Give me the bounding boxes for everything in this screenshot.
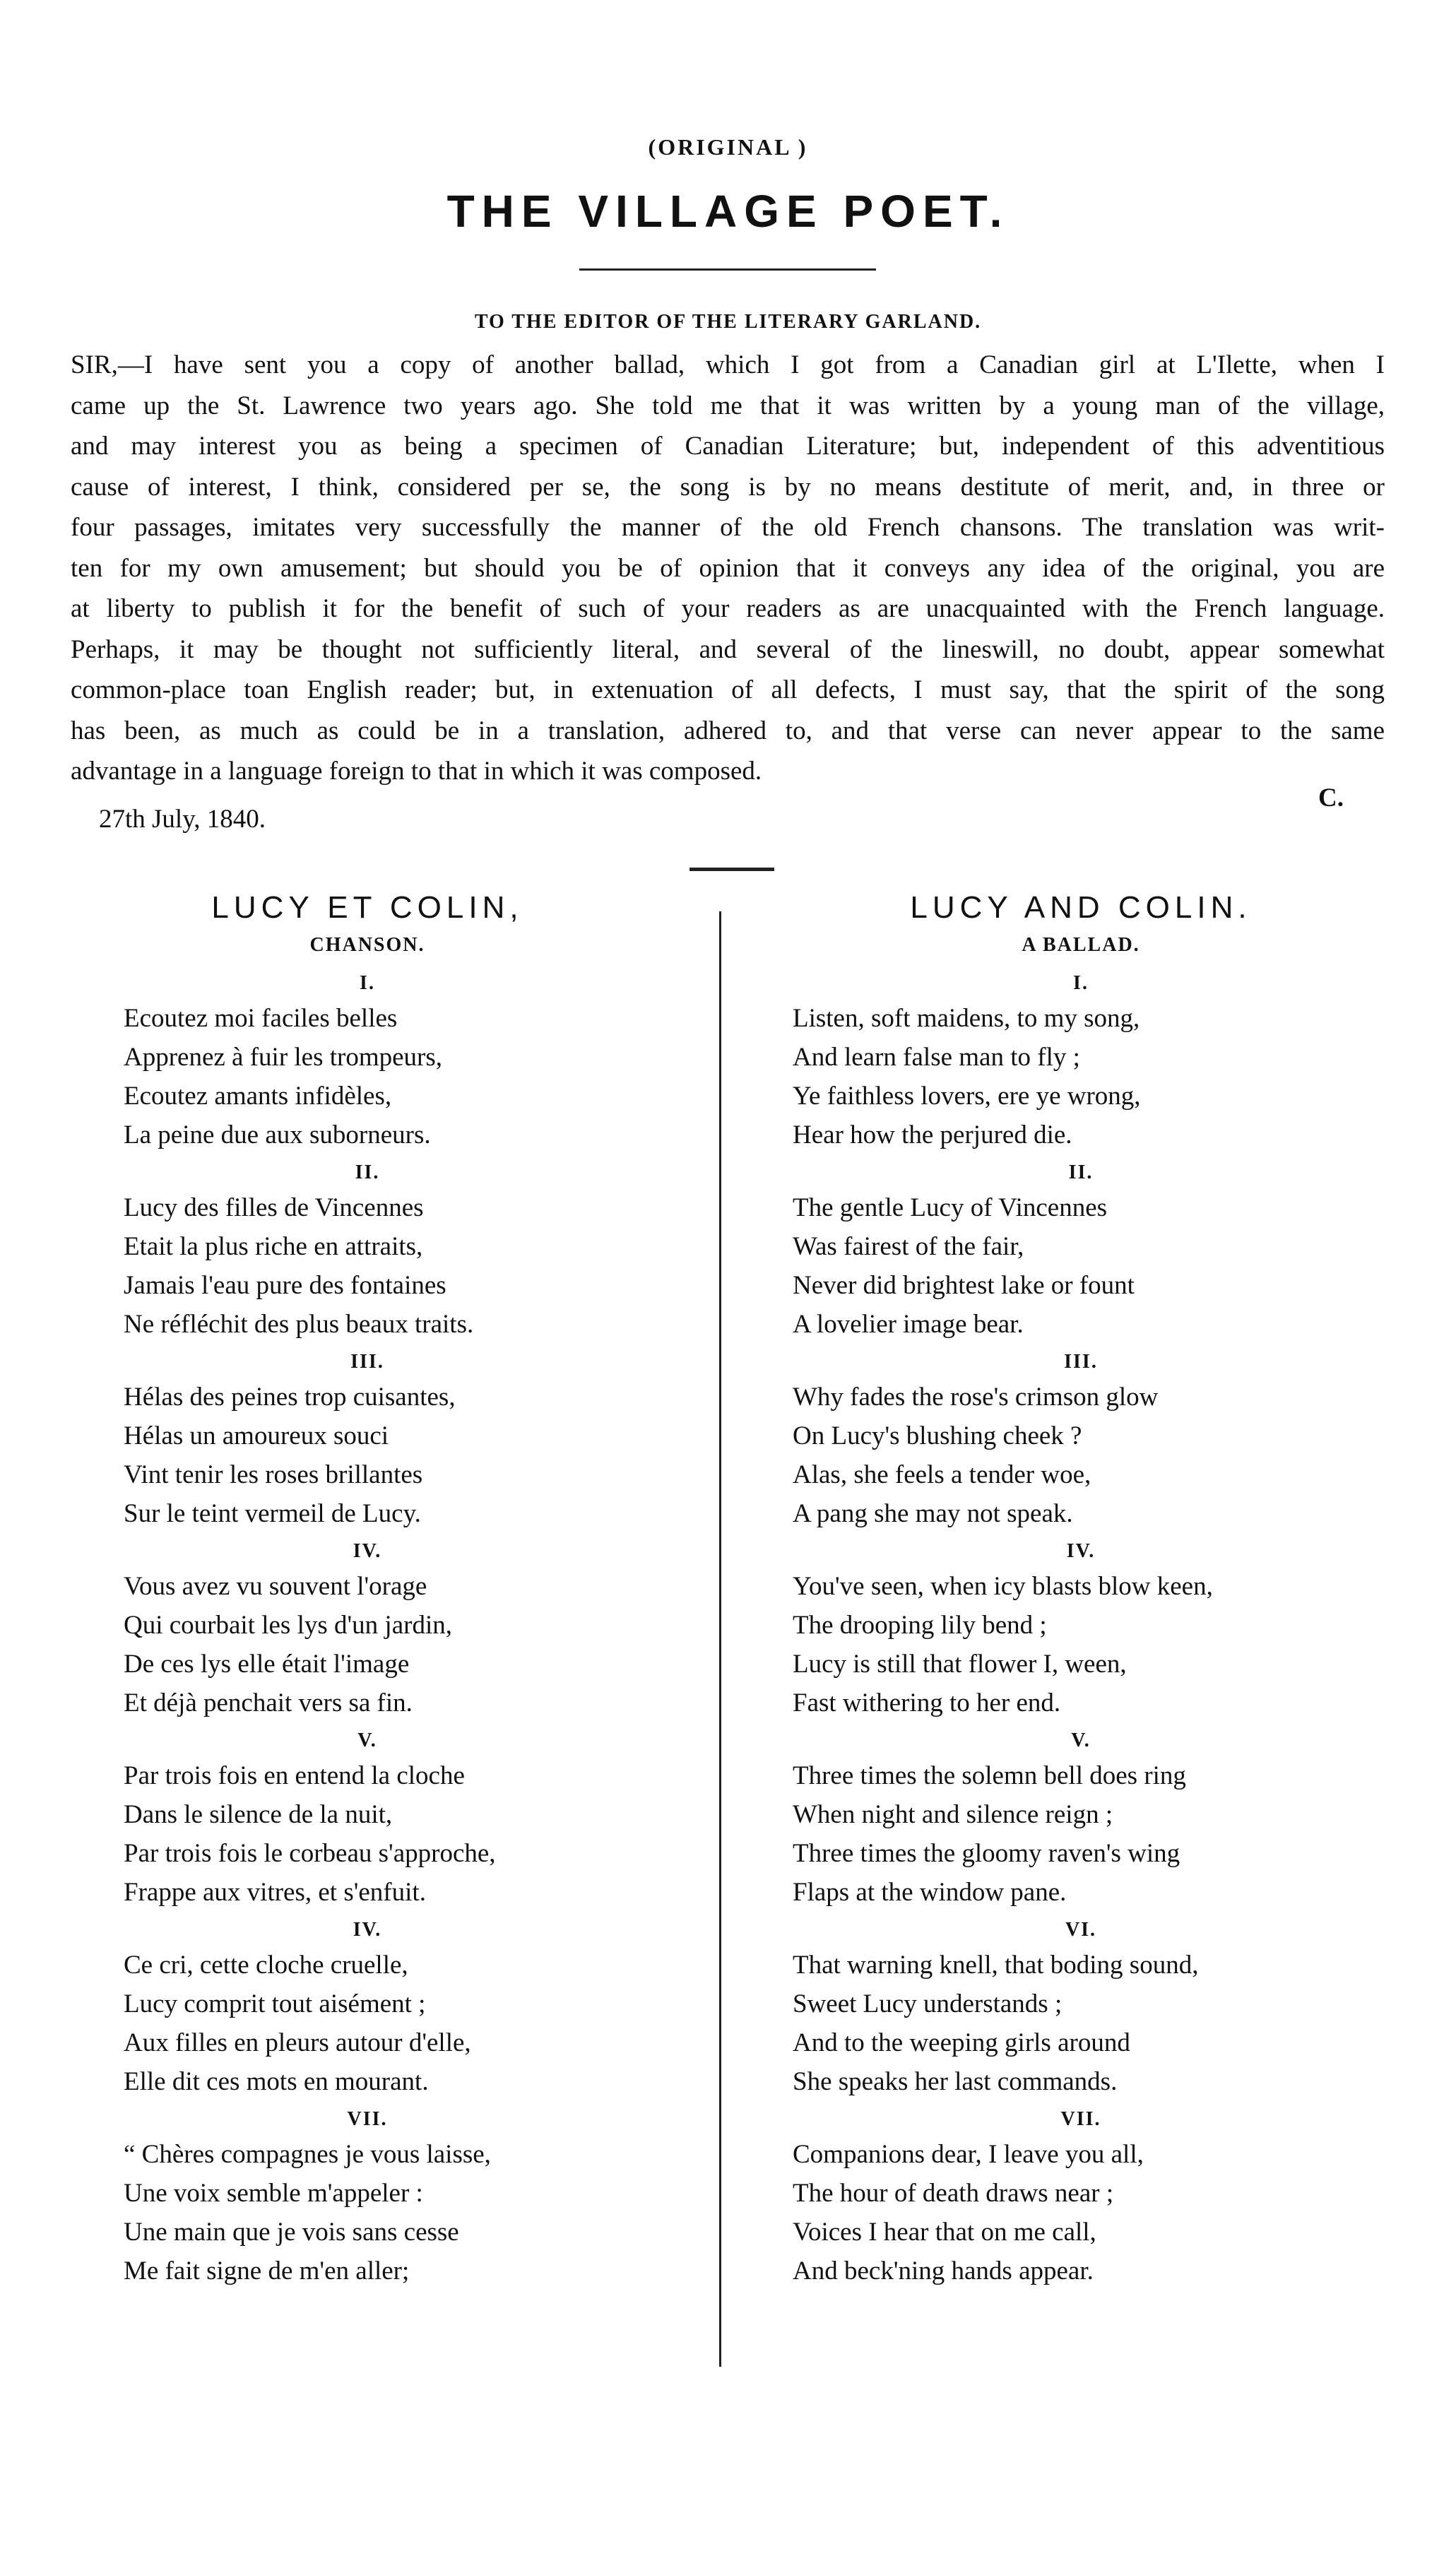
verse-line: Listen, soft maidens, to my song,: [793, 1004, 1140, 1033]
stanza-numeral: V.: [357, 1729, 377, 1751]
stanza-numeral: VI.: [1065, 1919, 1097, 1941]
verse-line: Voices I hear that on me call,: [793, 2218, 1096, 2247]
verse-line: Hélas un amoureux souci: [124, 1421, 389, 1450]
verse-line: That warning knell, that boding sound,: [793, 1951, 1199, 1980]
stanza: [763, 2108, 1399, 2290]
stanza: [49, 2108, 685, 2290]
verse-line: Vous avez vu souvent l'orage: [124, 1572, 427, 1601]
verse-line: Par trois fois le corbeau s'approche,: [124, 1839, 496, 1868]
letter-line: at liberty to publish it for the benefit of such of your readers as are unacquainted with the French language.: [71, 594, 1385, 623]
letter-line: four passages, imitates very successfully the manner of the old French chansons. The translation was writ-: [71, 513, 1385, 542]
verse-line: Et déjà penchait vers sa fin.: [124, 1689, 413, 1717]
letter-line: cause of interest, I think, considered per se, the song is by no means destitute of merit, and, in three or: [71, 472, 1385, 502]
verse-line: A pang she may not speak.: [793, 1499, 1073, 1528]
verse-line: Never did brightest lake or fount: [793, 1271, 1135, 1300]
stanza: [49, 1351, 685, 1533]
letter-line: came up the St. Lawrence two years ago. She told me that it was written by a young man of the village,: [71, 391, 1385, 420]
verse-line: You've seen, when icy blasts blow keen,: [793, 1572, 1213, 1601]
english-stanzas: [763, 972, 1399, 2290]
verse-line: Ye faithless lovers, ere ye wrong,: [793, 1082, 1141, 1111]
verse-line: Sweet Lucy understands ;: [793, 1989, 1063, 2018]
verse-line: Ce cri, cette cloche cruelle,: [124, 1951, 408, 1980]
french-poem-title: LUCY ET COLIN,: [211, 890, 523, 925]
letter-line: Perhaps, it may be thought not sufficiently literal, and several of the lineswill, no doubt, appear somewhat: [71, 634, 1385, 664]
verse-line: Lucy comprit tout aisément ;: [124, 1989, 426, 2018]
stanza-numeral: III.: [1064, 1351, 1098, 1373]
stanza: [763, 1351, 1399, 1533]
verse-line: Etait la plus riche en attraits,: [124, 1232, 423, 1261]
verse-line: Aux filles en pleurs autour d'elle,: [124, 2028, 471, 2057]
verse-line: Ne réfléchit des plus beaux traits.: [124, 1310, 474, 1339]
letter-signature: C.: [1318, 783, 1344, 812]
verse-line: De ces lys elle était l'image: [124, 1650, 410, 1679]
addressee-heading: TO THE EDITOR OF THE LITERARY GARLAND.: [474, 311, 982, 333]
stanza: [763, 1729, 1399, 1912]
verse-line: Was fairest of the fair,: [793, 1232, 1024, 1261]
letter-line: common-place toan English reader; but, in extenuation of all defects, I must say, that the spirit of the song: [71, 675, 1385, 704]
french-poem-subtitle: CHANSON.: [309, 934, 425, 956]
verse-line: The gentle Lucy of Vincennes: [793, 1193, 1108, 1222]
verse-line: Flaps at the window pane.: [793, 1878, 1067, 1907]
stanza: [49, 1161, 685, 1344]
english-poem-subtitle: A BALLAD.: [1022, 934, 1140, 956]
english-poem-title: LUCY AND COLIN.: [910, 890, 1252, 925]
stanza-numeral: IV.: [353, 1540, 382, 1562]
letter-line: and may interest you as being a specimen of Canadian Literature; but, independent of this adventitious: [71, 432, 1385, 461]
verse-line: Companions dear, I leave you all,: [793, 2140, 1144, 2169]
stanza: [49, 972, 685, 1154]
verse-line: On Lucy's blushing cheek ?: [793, 1421, 1082, 1450]
verse-line: A lovelier image bear.: [793, 1310, 1024, 1339]
verse-line: Lucy des filles de Vincennes: [124, 1193, 424, 1222]
verse-line: Why fades the rose's crimson glow: [793, 1383, 1159, 1412]
verse-line: And beck'ning hands appear.: [793, 2257, 1094, 2285]
verse-line: She speaks her last commands.: [793, 2067, 1118, 2096]
stanza-numeral: VII.: [1060, 2108, 1101, 2130]
letter-date: 27th July, 1840.: [99, 805, 266, 834]
verse-line: Me fait signe de m'en aller;: [124, 2257, 410, 2285]
stanza-numeral: II.: [355, 1161, 380, 1183]
verse-line: Qui courbait les lys d'un jardin,: [124, 1611, 452, 1640]
verse-line: And to the weeping girls around: [793, 2028, 1130, 2057]
verse-line: Vint tenir les roses brillantes: [124, 1460, 423, 1489]
verse-line: La peine due aux suborneurs.: [124, 1120, 431, 1149]
title-rule: [579, 268, 876, 271]
stanza-numeral: II.: [1068, 1161, 1094, 1183]
english-poem-column: [763, 890, 1399, 2297]
letter-line: SIR,—I have sent you a copy of another ballad, which I got from a Canadian girl at L'Ilette, when I: [71, 350, 1385, 379]
stanza-numeral: III.: [350, 1351, 384, 1373]
stanza-numeral: VII.: [347, 2108, 388, 2130]
stanza: [49, 1540, 685, 1722]
verse-line: Hélas des peines trop cuisantes,: [124, 1383, 456, 1412]
verse-line: Apprenez à fuir les trompeurs,: [124, 1043, 443, 1072]
verse-line: Three times the gloomy raven's wing: [793, 1839, 1180, 1868]
stanza-numeral: IV.: [353, 1919, 382, 1941]
stanza: [49, 1919, 685, 2101]
stanza: [763, 1919, 1399, 2101]
verse-line: Dans le silence de la nuit,: [124, 1800, 393, 1829]
letter-line: advantage in a language foreign to that in which it was composed.: [71, 757, 762, 786]
verse-line: Elle dit ces mots en mourant.: [124, 2067, 429, 2096]
verse-line: Hear how the perjured die.: [793, 1120, 1072, 1149]
verse-line: Par trois fois en entend la cloche: [124, 1761, 465, 1790]
original-label: (ORIGINAL ): [648, 134, 808, 160]
section-rule: [689, 868, 774, 871]
stanza-numeral: I.: [1073, 972, 1089, 994]
verse-line: Une voix semble m'appeler :: [124, 2179, 423, 2208]
verse-line: Frappe aux vitres, et s'enfuit.: [124, 1878, 426, 1907]
editor-letter: [71, 345, 1385, 792]
stanza: [763, 972, 1399, 1154]
verse-line: When night and silence reign ;: [793, 1800, 1113, 1829]
page-title: THE VILLAGE POET.: [446, 186, 1010, 237]
stanza: [763, 1161, 1399, 1344]
verse-line: Sur le teint vermeil de Lucy.: [124, 1499, 421, 1528]
verse-line: Jamais l'eau pure des fontaines: [124, 1271, 446, 1300]
letter-line: has been, as much as could be in a translation, adhered to, and that verse can never appear to the same: [71, 716, 1385, 745]
stanza-numeral: I.: [360, 972, 375, 994]
verse-line: Lucy is still that flower I, ween,: [793, 1650, 1127, 1679]
verse-line: “ Chères compagnes je vous laisse,: [124, 2140, 491, 2169]
verse-line: Fast withering to her end.: [793, 1689, 1061, 1717]
verse-line: Alas, she feels a tender woe,: [793, 1460, 1091, 1489]
letter-line: ten for my own amusement; but should you be of opinion that it conveys any idea of the original, you are: [71, 553, 1385, 583]
stanza: [763, 1540, 1399, 1722]
verse-line: And learn false man to fly ;: [793, 1043, 1080, 1072]
verse-line: The drooping lily bend ;: [793, 1611, 1047, 1640]
verse-line: Une main que je vois sans cesse: [124, 2218, 459, 2247]
stanza: [49, 1729, 685, 1912]
verse-line: The hour of death draws near ;: [793, 2179, 1114, 2208]
stanza-numeral: IV.: [1066, 1540, 1096, 1562]
stanza-numeral: V.: [1071, 1729, 1091, 1751]
verse-line: Three times the solemn bell does ring: [793, 1761, 1186, 1790]
column-divider: [719, 911, 721, 2367]
verse-line: Ecoutez moi faciles belles: [124, 1004, 398, 1033]
french-stanzas: [49, 972, 685, 2290]
french-poem-column: [49, 890, 685, 2297]
verse-line: Ecoutez amants infidèles,: [124, 1082, 392, 1111]
